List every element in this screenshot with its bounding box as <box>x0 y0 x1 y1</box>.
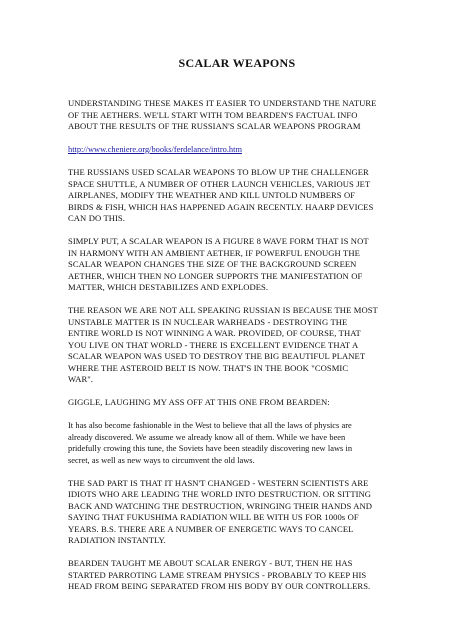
text-line: IDIOTS WHO ARE LEADING THE WORLD INTO DESTRUCTION. OR SITTING <box>68 489 372 499</box>
text-line: SCALAR WEAPON WAS USED TO DESTROY THE BIG BEAUTIFUL PLANET <box>68 351 366 361</box>
text-line: BACK AND WATCHING THE DESTRUCTION, WRINGING THEIR HANDS AND <box>68 500 372 511</box>
text-line: THE SAD PART IS THAT IT HASN'T CHANGED - WESTERN SCIENTISTS ARE <box>68 477 369 488</box>
text-line: SPACE SHUTTLE, A NUMBER OF OTHER LAUNCH VEHICLES, VARIOUS JET <box>68 178 371 189</box>
paragraph-giggle <box>68 397 404 409</box>
text-line: OF THE AETHERS. WE'LL START WITH TOM BEARDEN'S FACTUAL INFO <box>68 109 358 120</box>
paragraph-intro <box>68 98 404 133</box>
text-line: HEAD FROM BEING SEPARATED FROM HIS BODY BY OUR CONTROLLERS. <box>68 581 371 591</box>
text-line: UNSTABLE MATTER IS IN NUCLEAR WARHEADS - DESTROYING THE <box>68 316 348 327</box>
text-line: BIRDS & FISH, WHICH HAS HAPPENED AGAIN RECENTLY. HAARP DEVICES <box>68 201 374 212</box>
text-line: ABOUT THE RESULTS OF THE RUSSIAN'S SCALAR WEAPONS PROGRAM <box>68 121 361 131</box>
paragraph-quote <box>68 420 404 466</box>
paragraph-link <box>68 144 404 156</box>
text-line: SIMPLY PUT, A SCALAR WEAPON IS A FIGURE 8 WAVE FORM THAT IS NOT <box>68 236 369 246</box>
text-line: YOU LIVE ON THAT WORLD - THERE IS EXCELLENT EVIDENCE THAT A <box>68 339 359 350</box>
text-line: pridefully crowing this tune, the Soviets have been steadily discovering new laws in <box>68 444 353 453</box>
source-link[interactable]: http://www.cheniere.org/books/ferdelance/intro.htm <box>68 145 242 154</box>
text-line: MATTER, WHICH DESTABILIZES AND EXPLODES. <box>68 282 269 292</box>
text-line: BEARDEN TAUGHT ME ABOUT SCALAR ENERGY - BUT, THEN HE HAS <box>68 558 353 568</box>
text-line: AIRPLANES, MODIFY THE WEATHER AND KILL UNTOLD NUMBERS OF <box>68 190 356 200</box>
text-line: RADIATION INSTANTLY. <box>68 535 166 545</box>
text-line: STARTED PARROTING LAME STREAM PHYSICS - PROBABLY TO KEEP HIS <box>68 569 367 580</box>
document-title: SCALAR WEAPONS <box>178 56 296 70</box>
text-line: SAYING THAT FUKUSHIMA RADIATION WILL BE WITH US FOR 1000s OF <box>68 512 359 522</box>
text-line: WAR". <box>68 374 94 384</box>
text-line: YEARS. B.S. THERE ARE A NUMBER OF ENERGETIC WAYS TO CANCEL <box>68 523 354 534</box>
paragraph-sad-part <box>68 478 404 547</box>
document-body <box>68 98 404 604</box>
paragraph-simply-put <box>68 236 404 294</box>
text-line: THE REASON WE ARE NOT ALL SPEAKING RUSSIAN IS BECAUSE THE MOST <box>68 305 378 315</box>
paragraph-reason <box>68 305 404 386</box>
text-line: already discovered. We assume we already know all of them. While we have been <box>68 432 346 442</box>
text-line: SCALAR WEAPON CHANGES THE SIZE OF THE BACKGROUND SCREEN <box>68 259 357 269</box>
text-line: UNDERSTANDING THESE MAKES IT EASIER TO UNDERSTAND THE NATURE <box>68 98 377 108</box>
text-line: WHERE THE ASTEROID BELT IS NOW. THAT'S IN THE BOOK "COSMIC <box>68 362 349 373</box>
paragraph-bearden <box>68 558 404 593</box>
text-line: secret, as well as new ways to circumvent the old laws. <box>68 455 255 465</box>
text-line: CAN DO THIS. <box>68 213 125 223</box>
text-line: It has also become fashionable in the West to believe that all the laws of physics are <box>68 421 352 430</box>
text-line: GIGGLE, LAUGHING MY ASS OFF AT THIS ONE FROM BEARDEN: <box>68 397 330 407</box>
text-line: ENTIRE WORLD IS NOT WINNING A WAR. PROVIDED, OF COURSE, THAT <box>68 328 361 338</box>
text-line: AETHER, WHICH THEN NO LONGER SUPPORTS THE MANIFESTATION OF <box>68 270 363 281</box>
text-line: THE RUSSIANS USED SCALAR WEAPONS TO BLOW UP THE CHALLENGER <box>68 167 369 177</box>
paragraph-challenger <box>68 167 404 225</box>
text-line: IN HARMONY WITH AN AMBIENT AETHER, IF POWERFUL ENOUGH THE <box>68 247 360 258</box>
